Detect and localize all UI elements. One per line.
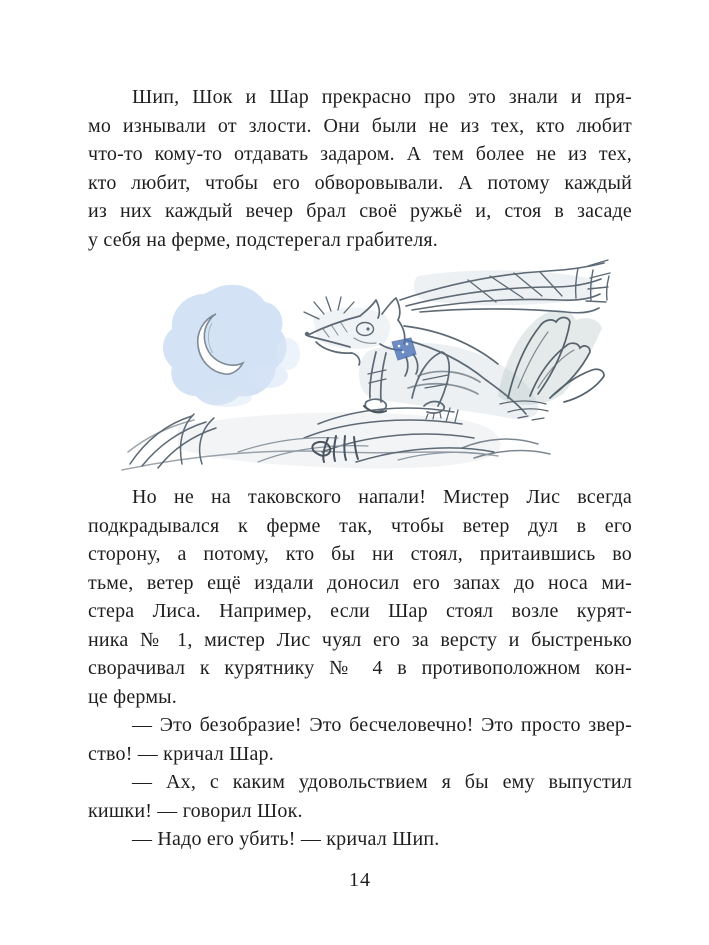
paragraph-4-dialogue xyxy=(88,768,632,825)
text-line: кишки! — говорил Шок. xyxy=(88,799,303,822)
page-number: 14 xyxy=(349,869,371,891)
text-line: что-то кому-то отдавать задаром. А тем более не из тех, xyxy=(88,143,632,165)
paragraph-2 xyxy=(88,483,632,711)
moon-cloud xyxy=(163,285,300,407)
text-line: — Надо его убить! — кричал Шип. xyxy=(132,828,440,850)
text-line: це фермы. xyxy=(88,685,178,708)
text-line: у себя на ферме, подстерегал грабителя. xyxy=(88,228,438,251)
fox-illustration-svg xyxy=(118,256,623,478)
illustration-fox-sniffing-at-night xyxy=(88,254,632,483)
text-line: из них каждый вечер брал своё ружьё и, стоя в засаде xyxy=(88,200,632,222)
text-line: сворачивал к курятнику № 4 в противоположном кон- xyxy=(88,657,632,679)
text-line: ство! — кричал Шар. xyxy=(88,742,274,765)
text-line: Шип, Шок и Шар прекрасно про это знали и пря- xyxy=(132,86,632,108)
text-line: Но не на таковского напали! Мистер Лис всегда xyxy=(132,486,632,508)
text-block-top xyxy=(88,83,632,254)
paragraph-1 xyxy=(88,83,632,254)
text-line: тьме, ветер ещё издали доносил его запах до носа ми- xyxy=(88,571,632,594)
text-line: мо изнывали от злости. Они были не из тех, кто любит xyxy=(88,114,632,137)
text-line: — Это безобразие! Это бесчеловечно! Это просто звер- xyxy=(132,714,632,736)
text-line: подкрадывался к ферме так, чтобы ветер дул в его xyxy=(88,514,632,537)
paragraph-5-dialogue xyxy=(88,825,632,854)
text-line: сторону, а потому, кто бы ни стоял, притаившись во xyxy=(88,543,632,565)
paragraph-3-dialogue xyxy=(88,711,632,768)
text-line: кто любит, чтобы его обворовывали. А потому каждый xyxy=(88,171,632,194)
page-content xyxy=(88,83,632,854)
text-block-bottom xyxy=(88,483,632,854)
text-line: стера Лиса. Например, если Шар стоял возле курят- xyxy=(88,600,632,622)
text-line: — Ах, с каким удовольствием я бы ему выпустил xyxy=(132,771,632,793)
text-line: ника № 1, мистер Лис чуял его за версту и быстренько xyxy=(88,628,632,651)
